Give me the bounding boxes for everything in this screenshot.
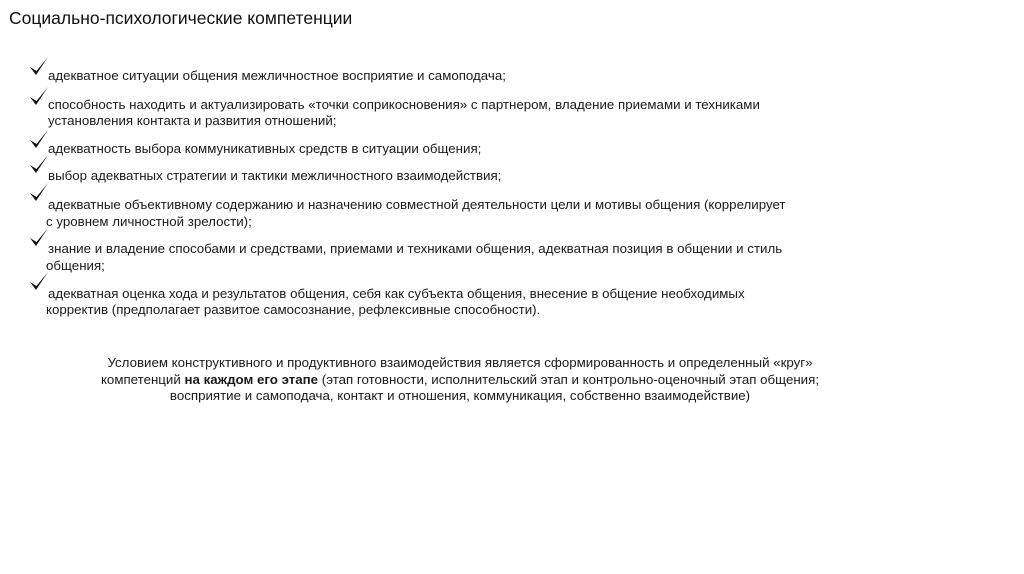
competence-item-5 <box>28 181 896 229</box>
slide-title: Социально-психологические компетенции <box>9 8 353 28</box>
competence-item-text-cont: установления контакта и развития отношений; <box>48 113 337 128</box>
checkmark-icon <box>28 85 50 107</box>
checkmark-icon <box>28 181 50 203</box>
competence-item-text: адекватное ситуации общения межличностное восприятие и самоподача; <box>48 68 506 83</box>
checkmark-icon <box>28 270 50 292</box>
competence-item-6 <box>28 226 896 274</box>
summary-paragraph <box>30 355 890 405</box>
competence-item-7 <box>28 270 896 320</box>
summary-line-2-start: компетенций <box>100 371 185 387</box>
competence-item-text: адекватность выбора коммуникативных средств в ситуации общения; <box>48 141 482 156</box>
checkmark-icon <box>28 128 50 150</box>
competence-item-text: знание и владение способами и средствами, приемами и техниками общения, адекватная позиция в общении и стиль <box>48 241 783 256</box>
competence-item-text: адекватные объективному содержанию и назначению совместной деятельности цели и мотивы общения (коррелирует <box>48 197 786 212</box>
competence-item-1 <box>28 55 896 85</box>
summary-line-2-end: (этап готовности, исполнительский этап и контрольно-оценочный этап общения; <box>318 371 820 387</box>
competence-item-text-cont: корректив (предполагает развитое самосознание, рефлексивные способности). <box>46 302 541 317</box>
competence-item-text: адекватная оценка хода и результатов общения, себя как субъекта общения, внесение в общение необходимых <box>48 286 745 301</box>
competence-item-text-cont: с уровнем личностной зрелости); <box>46 214 252 229</box>
summary-line-1: Условием конструктивного и продуктивного взаимодействия является сформированность и определенный «круг» <box>107 355 813 370</box>
summary-line-2 <box>30 372 890 389</box>
competence-item-text: способность находить и актуализировать «точки соприкосновения» с партнером, владение приемами и техниками <box>48 97 760 112</box>
competence-item-text-cont: общения; <box>46 258 105 273</box>
competence-item-text: выбор адекватных стратегии и тактики межличностного взаимодействия; <box>48 168 502 183</box>
summary-line-3: восприятие и самоподача, контакт и отношения, коммуникация, собственно взаимодействие) <box>169 388 751 403</box>
competence-item-2 <box>28 85 896 129</box>
competence-item-4 <box>28 153 896 183</box>
summary-emphasis: на каждом его этапе <box>184 371 319 387</box>
checkmark-icon <box>28 153 50 175</box>
checkmark-icon <box>28 55 50 77</box>
checkmark-icon <box>28 226 50 248</box>
